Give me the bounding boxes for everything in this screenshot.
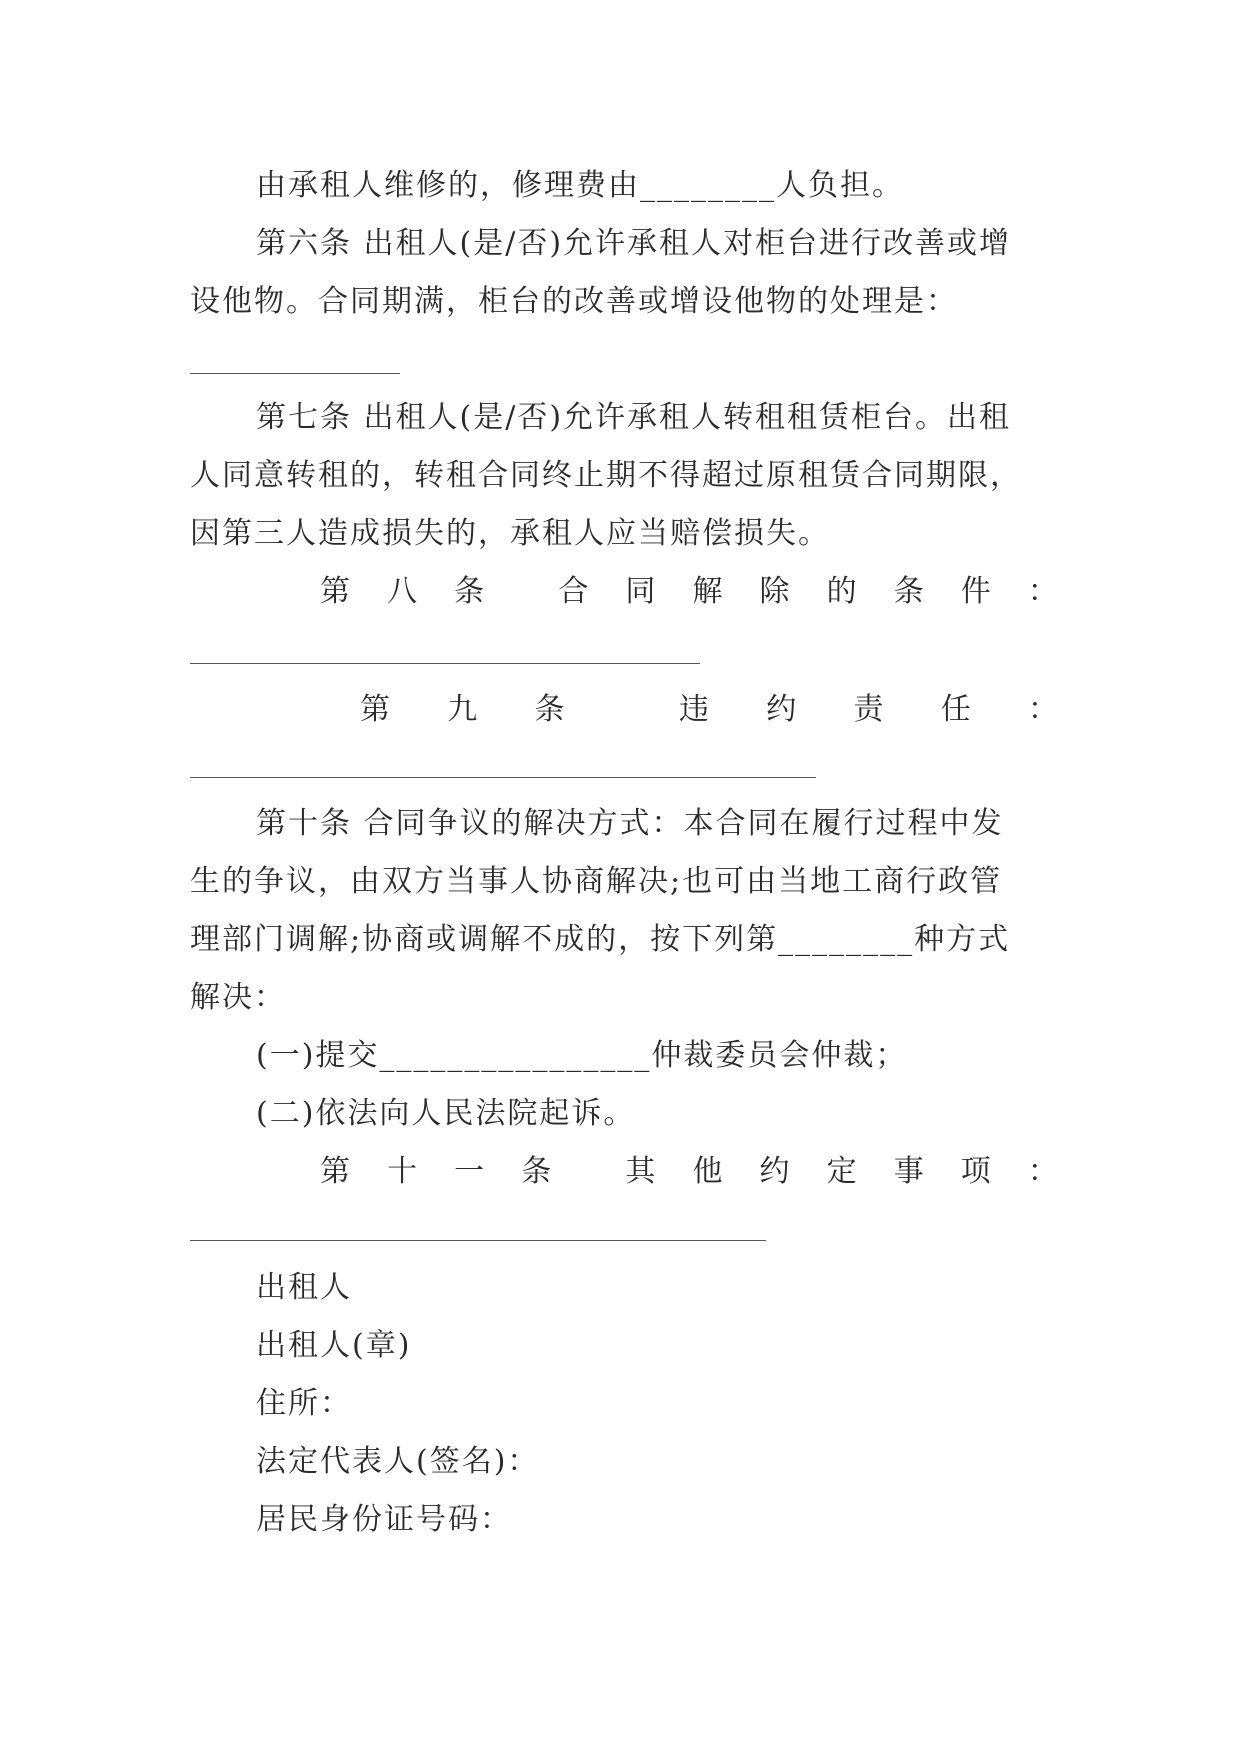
article-7-line-3: 因第三人造成损失的，承租人应当赔偿损失。 xyxy=(190,516,830,551)
article-9-char: 约 xyxy=(766,692,797,727)
article-11-char: 定 xyxy=(826,1154,857,1189)
article-6-line-1: 第六条 出租人(是/否)允许承租人对柜台进行改善或增 xyxy=(256,226,1012,261)
article-10-line-1: 第十条 合同争议的解决方式：本合同在履行过程中发 xyxy=(256,806,1004,841)
article-8-blank-rule xyxy=(190,663,700,664)
article-11-heading xyxy=(320,1152,1058,1192)
article-11-char: 一 xyxy=(454,1154,485,1189)
article-8-char: 合 xyxy=(558,574,589,609)
article-9-char: 责 xyxy=(853,692,884,727)
article-10-line-3: 理部门调解;协商或调解不成的，按下列第________种方式 xyxy=(190,922,1011,957)
legal-rep-label: 法定代表人(签名)： xyxy=(256,1444,540,1479)
article-9-char: ： xyxy=(1028,692,1058,727)
article-8-char: 八 xyxy=(387,574,418,609)
article-11-char: 项 xyxy=(960,1154,991,1189)
article-8-char: ： xyxy=(1027,574,1058,609)
article-9-char: 九 xyxy=(447,692,478,727)
article-8-heading xyxy=(320,572,1058,612)
article-11-char: 事 xyxy=(893,1154,924,1189)
article-10-line-2: 生的争议，由双方当事人协商解决;也可由当地工商行政管 xyxy=(190,864,1003,899)
article-8-char: 条 xyxy=(454,574,485,609)
article-11-char: ： xyxy=(1027,1154,1058,1189)
address-label: 住所： xyxy=(256,1386,352,1421)
article-8-char: 第 xyxy=(320,574,350,609)
article-8-char: 除 xyxy=(759,574,790,609)
article-11-char: 其 xyxy=(625,1154,656,1189)
article-7-line-2: 人同意转租的，转租合同终止期不得超过原租赁合同期限， xyxy=(190,458,1022,493)
repair-cost-line: 由承租人维修的，修理费由________人负担。 xyxy=(256,168,904,203)
lessor-seal-label: 出租人(章) xyxy=(256,1328,412,1363)
article-11-blank-rule xyxy=(190,1240,766,1241)
article-7-line-1: 第七条 出租人(是/否)允许承租人转租租赁柜台。出租 xyxy=(256,400,1012,435)
article-9-char: 违 xyxy=(679,692,709,727)
article-6-blank-rule xyxy=(190,373,400,374)
article-11-char: 约 xyxy=(759,1154,790,1189)
article-10-line-4: 解决： xyxy=(190,980,286,1015)
dispute-option-2: (二)依法向人民法院起诉。 xyxy=(256,1096,636,1131)
dispute-option-1: (一)提交________________仲裁委员会仲裁； xyxy=(256,1038,908,1073)
article-8-char: 件 xyxy=(960,574,991,609)
article-11-char: 条 xyxy=(521,1154,552,1189)
article-11-char: 第 xyxy=(320,1154,350,1189)
article-11-char: 他 xyxy=(692,1154,723,1189)
article-9-char: 任 xyxy=(940,692,971,727)
article-6-line-2: 设他物。合同期满，柜台的改善或增设他物的处理是： xyxy=(190,284,958,319)
article-8-char: 的 xyxy=(826,574,857,609)
article-8-char: 同 xyxy=(625,574,656,609)
article-9-blank-rule xyxy=(190,777,816,778)
article-9-char: 条 xyxy=(534,692,565,727)
lessor-label: 出租人 xyxy=(256,1270,352,1305)
article-11-char: 十 xyxy=(387,1154,418,1189)
article-9-char: 第 xyxy=(360,692,390,727)
article-8-char: 解 xyxy=(692,574,723,609)
id-number-label: 居民身份证号码： xyxy=(256,1502,512,1537)
article-8-char: 条 xyxy=(893,574,924,609)
article-9-heading xyxy=(360,690,1058,730)
